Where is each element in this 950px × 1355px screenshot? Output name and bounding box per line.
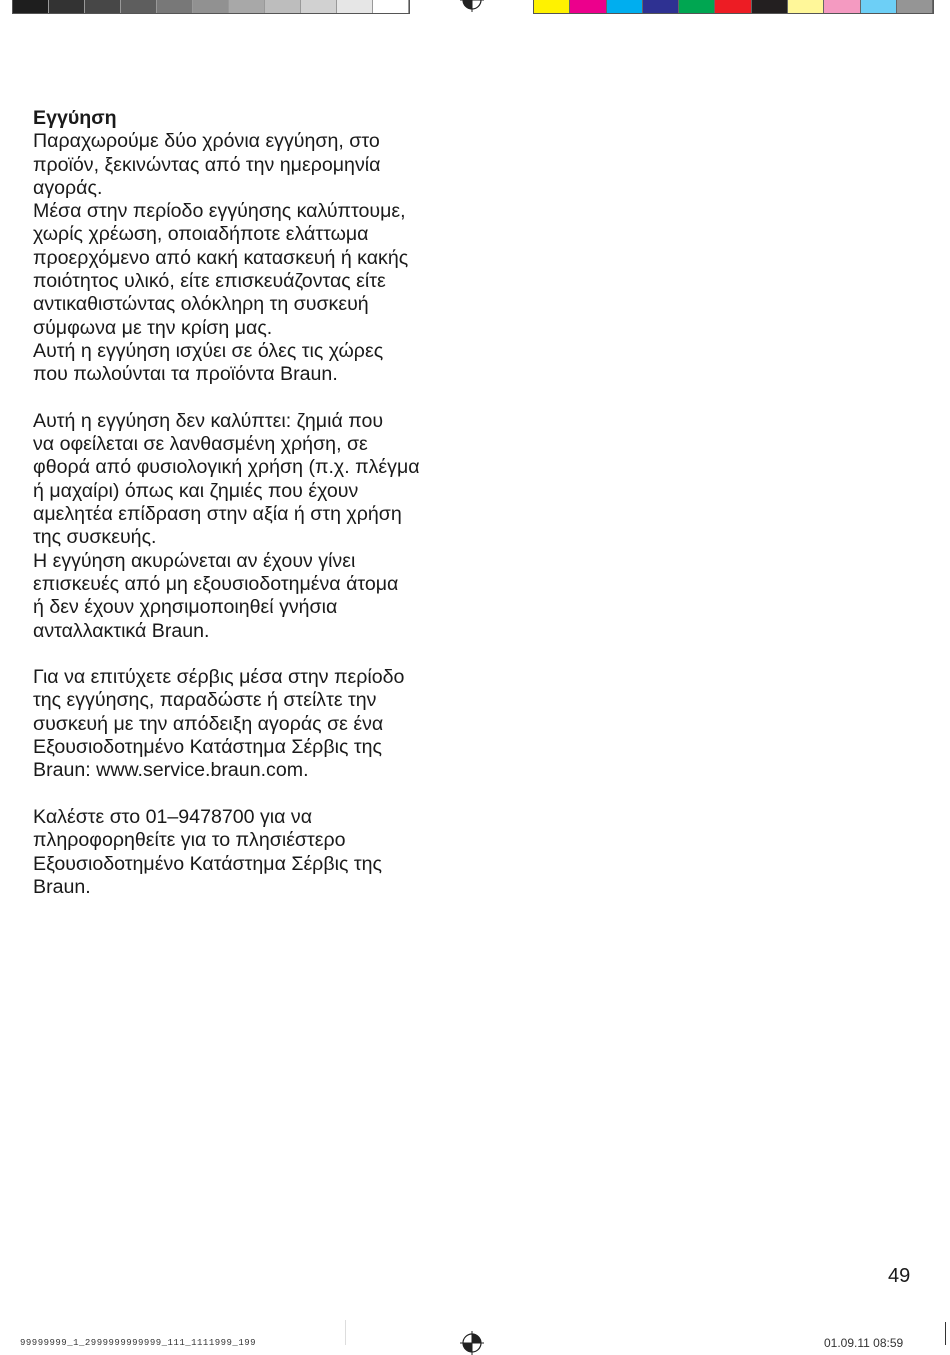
gray-swatch-4: [157, 0, 193, 13]
color-swatch-6: [752, 0, 788, 13]
color-swatch-3: [643, 0, 679, 13]
warranty-section: [33, 107, 473, 899]
gray-swatch-7: [265, 0, 301, 13]
gray-swatch-9: [337, 0, 373, 13]
gray-swatch-1: [49, 0, 85, 13]
gray-swatch-0: [13, 0, 49, 13]
registration-mark-icon: [460, 0, 484, 12]
warranty-heading: Εγγύηση: [33, 107, 117, 129]
color-swatch-9: [861, 0, 897, 13]
color-swatch-7: [788, 0, 824, 13]
footer-divider: [345, 1320, 346, 1345]
color-swatch-10: [897, 0, 933, 13]
warranty-paragraph-exclusions: Αυτή η εγγύηση δεν καλύπτει: ζημιά που να οφείλεται σε λανθασμένη χρήση, σε φθορά από φυσιολογική χρήση (π.χ. πλέγμα ή μαχαίρι) όπως και ζημιές που έχουν αμελητέα επίδραση στην αξία ή στη χρήση της συσκευής. Η εγγύηση ακυρώνεται αν έχουν γίνει επισκευές από μη εξουσιοδοτημένα άτομα ή δεν έχουν χρησιμοποιηθεί γνήσια ανταλλακτικά Braun.: [33, 409, 420, 642]
warranty-paragraph-coverage: Παραχωρούμε δύο χρόνια εγγύηση, στο προϊόν, ξεκινώντας από την ημερομηνία αγοράς. Μέσα στην περίοδο εγγύησης καλύπτουμε, χωρίς χρέωση, οποιαδήποτε ελάττωμα προερχόμενο από κακή κατασκευή ή κακής ποιότητος υλικό, είτε επισκευάζοντας είτε αντικαθιστώντας ολόκληρη τη συσκευή σύμφωνα με την κρίση μας. Αυτή η εγγύηση ισχύει σε όλες τις χώρες που πωλούνται τα προϊόντα Braun.: [33, 130, 409, 386]
process-color-calibration-bar: [533, 0, 934, 14]
gray-swatch-2: [85, 0, 121, 13]
color-swatch-0: [534, 0, 570, 13]
registration-mark-icon: [460, 1331, 484, 1355]
warranty-paragraph-contact: Καλέστε στο 01–9478700 για να πληροφορηθείτε για το πλησιέστερο Εξουσιοδοτημένο Κατάστημα Σέρβις της Braun.: [33, 805, 382, 898]
gray-swatch-5: [193, 0, 229, 13]
trim-edge-line: [945, 1322, 946, 1345]
footer-file-slug: 99999999_1_2999999999999_111_1111999_199: [20, 1338, 257, 1348]
color-swatch-8: [824, 0, 860, 13]
color-swatch-4: [679, 0, 715, 13]
color-swatch-1: [570, 0, 606, 13]
gray-swatch-8: [301, 0, 337, 13]
gray-swatch-6: [229, 0, 265, 13]
page-number: 49: [888, 1265, 911, 1287]
gray-swatch-3: [121, 0, 157, 13]
warranty-paragraph-service: Για να επιτύχετε σέρβις μέσα στην περίοδο της εγγύησης, παραδώστε ή στείλτε την συσκευή με την απόδειξη αγοράς σε ένα Εξουσιοδοτημένο Κατάστημα Σέρβις της Braun: www.service.braun.com.: [33, 666, 405, 782]
grayscale-calibration-bar: [12, 0, 410, 14]
footer-timestamp: 01.09.11 08:59: [824, 1336, 904, 1350]
color-swatch-2: [607, 0, 643, 13]
gray-swatch-10: [373, 0, 409, 13]
color-swatch-5: [715, 0, 751, 13]
